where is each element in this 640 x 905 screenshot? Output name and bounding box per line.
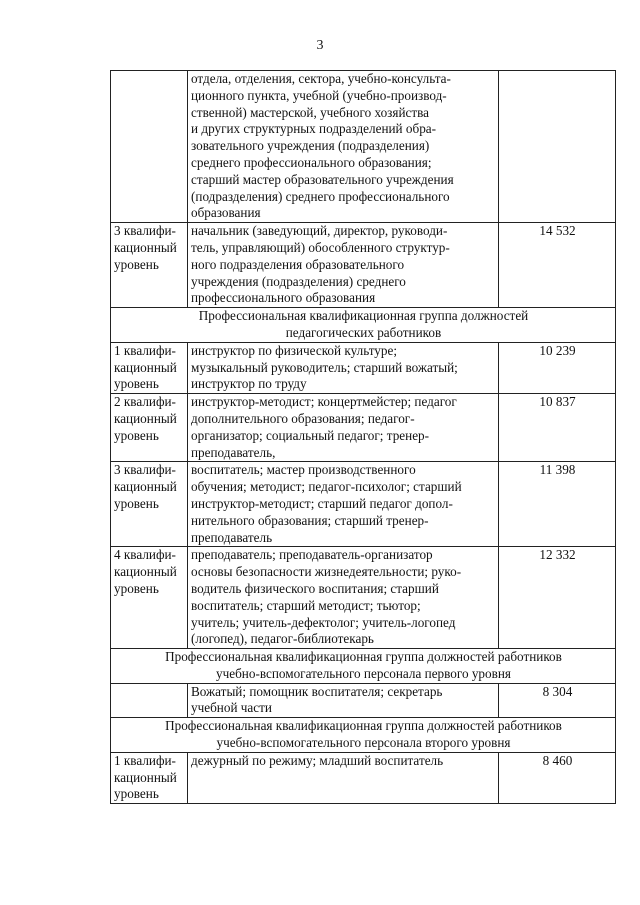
table-row [111,547,616,649]
group-header: Профессиональная квалификационная группа должностей работников учебно-вспомогательного персонала второго уровня [111,718,616,753]
positions-cell: дежурный по режиму; младший воспитатель [188,752,499,803]
salary-table [110,70,616,804]
table-row [111,342,616,393]
qualification-level-cell: 4 квалифи- кационный уровень [111,547,188,649]
qualification-level-cell [111,71,188,223]
qualification-level-cell: 1 квалифи- кационный уровень [111,342,188,393]
table-row [111,223,616,308]
positions-cell: Вожатый; помощник воспитателя; секретарь учебной части [188,683,499,718]
salary-table-body [111,71,616,804]
qualification-level-cell: 3 квалифи- кационный уровень [111,223,188,308]
qualification-level-cell [111,683,188,718]
positions-cell: отдела, отделения, сектора, учебно-консульта- ционного пункта, учебной (учебно-производ- ственной) мастерской, учебного хозяйства и других структурных подразделений обра- зовательного учреждения (подразделения) среднего профессионального образования; старший мастер образовательного учреждения (подразделения) среднего профессионального образования [188,71,499,223]
salary-cell: 11 398 [499,462,616,547]
group-header: Профессиональная квалификационная группа должностей работников учебно-вспомогательного персонала первого уровня [111,649,616,684]
salary-cell: 10 837 [499,394,616,462]
positions-cell: начальник (заведующий, директор, руководи- тель, управляющий) обособленного структур- ного подразделения образовательного учреждения (подразделения) среднего профессионального образования [188,223,499,308]
salary-cell: 10 239 [499,342,616,393]
qualification-level-cell: 3 квалифи- кационный уровень [111,462,188,547]
group-header-row [111,649,616,684]
qualification-level-cell: 1 квалифи- кационный уровень [111,752,188,803]
table-row [111,71,616,223]
group-header: Профессиональная квалификационная группа должностей педагогических работников [111,308,616,343]
positions-cell: инструктор по физической культуре; музыкальный руководитель; старший вожатый; инструктор по труду [188,342,499,393]
table-row [111,683,616,718]
group-header-row [111,718,616,753]
salary-cell: 12 332 [499,547,616,649]
positions-cell: преподаватель; преподаватель-организатор основы безопасности жизнедеятельности; руко- водитель физического воспитания; старший воспитатель; старший методист; тьютор; учитель; учитель-дефектолог; учитель-логопед (логопед), педагог-библиотекарь [188,547,499,649]
salary-cell [499,71,616,223]
salary-cell: 8 460 [499,752,616,803]
page-number: 3 [316,38,324,53]
table-row [111,752,616,803]
positions-cell: воспитатель; мастер производственного обучения; методист; педагог-психолог; старший инструктор-методист; старший педагог допол- нительного образования; старший тренер- преподаватель [188,462,499,547]
group-header-row [111,308,616,343]
table-row [111,394,616,462]
table-row [111,462,616,547]
qualification-level-cell: 2 квалифи- кационный уровень [111,394,188,462]
salary-cell: 14 532 [499,223,616,308]
salary-cell: 8 304 [499,683,616,718]
positions-cell: инструктор-методист; концертмейстер; педагог дополнительного образования; педагог- организатор; социальный педагог; тренер- преподаватель, [188,394,499,462]
